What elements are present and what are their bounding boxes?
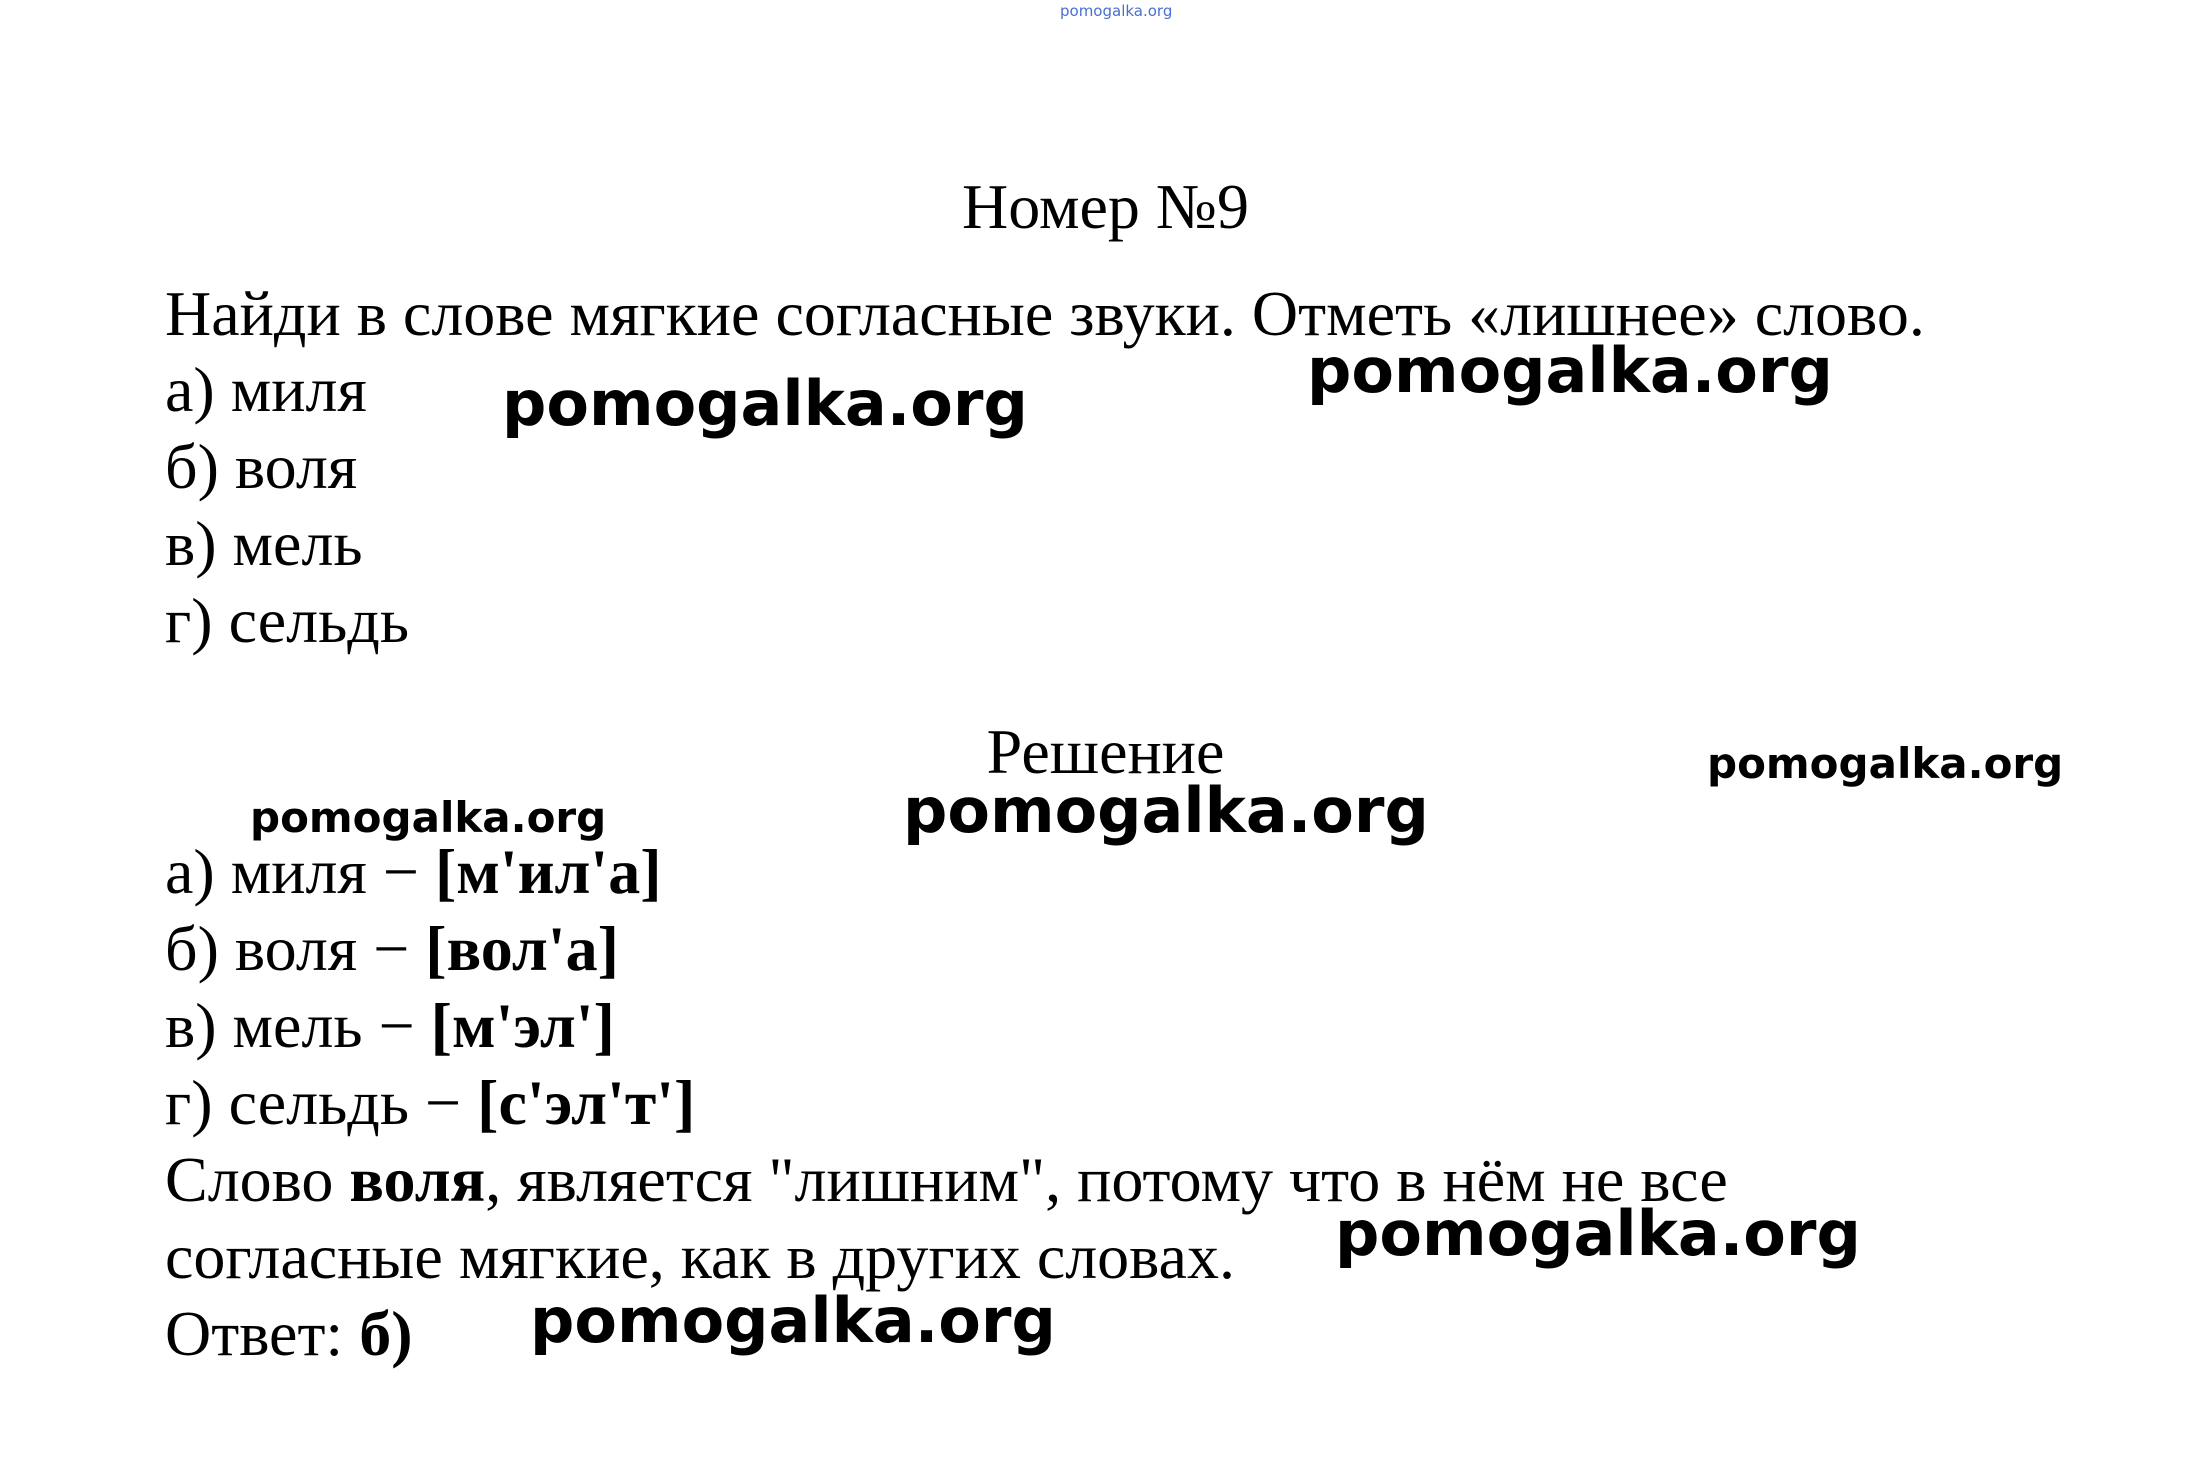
- option-b: б) воля: [165, 431, 358, 502]
- solution-transcription: [вол'а]: [425, 913, 619, 984]
- solution-row: [165, 836, 662, 907]
- watermark: pomogalka.org: [502, 367, 1028, 440]
- solution-title: Решение: [986, 716, 1225, 787]
- solution-transcription: [м'эл']: [430, 990, 615, 1061]
- solution-word: б) воля: [165, 913, 358, 984]
- option-d: г) сельдь: [165, 585, 410, 656]
- answer-line: [165, 1298, 413, 1369]
- option-a: а) миля: [165, 354, 367, 425]
- watermark: pomogalka.org: [1335, 1197, 1861, 1270]
- explanation-line-2: согласные мягкие, как в других словах.: [165, 1221, 1235, 1292]
- answer-value: б): [359, 1298, 413, 1369]
- solution-dash: −: [366, 836, 435, 907]
- solution-word: г) сельдь: [165, 1067, 410, 1138]
- explanation-start: Слово: [165, 1144, 350, 1215]
- solution-dash: −: [409, 1067, 478, 1138]
- explanation-end: , является "лишним", потому что в нём не все: [485, 1144, 1728, 1215]
- watermark: pomogalka.org: [1707, 739, 2064, 788]
- watermark: pomogalka.org: [1307, 334, 1833, 407]
- watermark: pomogalka.org: [530, 1284, 1056, 1357]
- solution-dash: −: [357, 913, 426, 984]
- explanation-bold-word: воля: [349, 1144, 486, 1215]
- solution-word: а) миля: [165, 836, 367, 907]
- solution-transcription: [м'ил'а]: [434, 836, 662, 907]
- solution-word: в) мель: [165, 990, 363, 1061]
- solution-row: [165, 913, 619, 984]
- task-prompt: Найди в слове мягкие согласные звуки. Отметь «лишнее» слово.: [165, 278, 1925, 349]
- option-c: в) мель: [165, 508, 363, 579]
- solution-transcription: [с'эл'т']: [477, 1067, 696, 1138]
- answer-label: Ответ:: [165, 1298, 360, 1369]
- solution-row: [165, 1067, 696, 1138]
- task-title: Номер №9: [962, 171, 1249, 242]
- solution-row: [165, 990, 615, 1061]
- watermark: pomogalka.org: [903, 774, 1429, 847]
- header-watermark: pomogalka.org: [1060, 2, 1173, 20]
- solution-dash: −: [362, 990, 431, 1061]
- watermark: pomogalka.org: [250, 793, 607, 842]
